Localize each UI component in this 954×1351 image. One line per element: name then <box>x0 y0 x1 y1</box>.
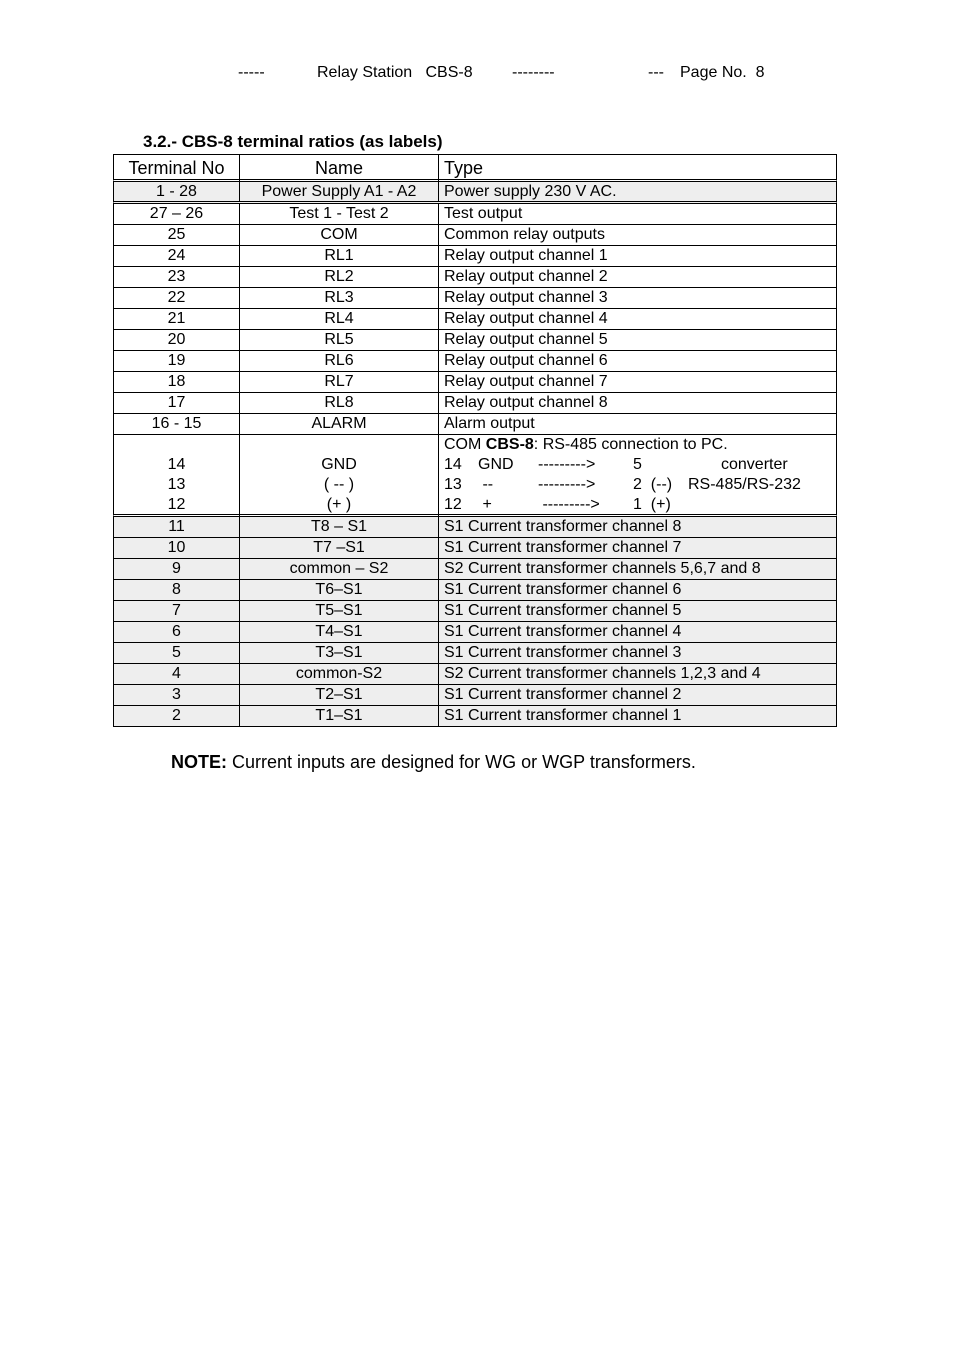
table-row <box>113 288 837 309</box>
name-cell: RL5 <box>239 330 438 350</box>
name-cell: T5–S1 <box>239 601 438 621</box>
terminal-cell: 14 <box>167 456 186 473</box>
name-cell: RL8 <box>239 393 438 413</box>
terminal-cell: 11 <box>168 518 185 535</box>
type-cell: S1 Current transformer channel 1 <box>438 706 836 726</box>
table-row <box>113 685 837 706</box>
table-row <box>113 330 837 351</box>
com-title <box>444 435 831 455</box>
type-cell: Power supply 230 V AC. <box>438 182 836 202</box>
wiring-note <box>688 495 831 515</box>
column-header-terminal: Terminal No <box>128 158 225 178</box>
table-row <box>113 393 837 414</box>
type-cell: Relay output channel 4 <box>438 309 836 329</box>
com-terminals-cell <box>114 435 239 516</box>
name-cell: ( -- ) <box>323 476 355 493</box>
wiring-pin: 2 (--) <box>633 476 673 493</box>
table-row <box>113 372 837 393</box>
table-row <box>113 182 837 204</box>
com-wiring-line <box>444 455 831 475</box>
header-page-number: Page No. 8 <box>680 64 765 81</box>
table-row <box>113 622 837 643</box>
note-text: Current inputs are designed for WG or WGP transformers. <box>227 752 696 772</box>
type-cell: S2 Current transformer channels 5,6,7 and 8 <box>438 559 836 579</box>
wiring-note: converter <box>721 456 788 473</box>
type-cell: S1 Current transformer channel 5 <box>438 601 836 621</box>
name-cell: RL6 <box>239 351 438 371</box>
type-cell: Relay output channel 7 <box>438 372 836 392</box>
terminal-cell: 16 - 15 <box>151 415 202 432</box>
wiring-terminal: 14 <box>444 456 462 473</box>
name-cell: COM <box>239 225 438 245</box>
table-row <box>113 351 837 372</box>
table-row <box>113 580 837 601</box>
wiring-signal: + <box>478 496 492 513</box>
type-cell: S1 Current transformer channel 7 <box>438 538 836 558</box>
table-row <box>113 204 837 225</box>
type-cell: S2 Current transformer channels 1,2,3 and 4 <box>438 664 836 684</box>
name-cell: T3–S1 <box>239 643 438 663</box>
terminal-cell: 20 <box>167 331 186 348</box>
table-row <box>113 517 837 538</box>
terminal-cell: 10 <box>167 539 186 556</box>
terminal-cell: 27 – 26 <box>149 205 204 222</box>
name-cell: (+ ) <box>326 496 352 513</box>
terminal-table <box>113 154 837 727</box>
type-cell: S1 Current transformer channel 3 <box>438 643 836 663</box>
terminal-cell: 9 <box>172 560 181 577</box>
type-cell: Relay output channel 1 <box>438 246 836 266</box>
terminal-cell: 1 - 28 <box>156 183 197 200</box>
terminal-cell: 21 <box>167 310 186 327</box>
terminal-cell: 5 <box>172 644 181 661</box>
name-cell: T8 – S1 <box>239 517 438 537</box>
table-row <box>113 601 837 622</box>
com-wiring-line <box>444 475 831 495</box>
table-row <box>113 643 837 664</box>
type-cell: S1 Current transformer channel 6 <box>438 580 836 600</box>
table-row <box>113 246 837 267</box>
com-type-cell <box>438 435 836 516</box>
terminal-cell: 8 <box>172 581 181 598</box>
name-cell: GND <box>321 456 357 473</box>
type-cell: Relay output channel 2 <box>438 267 836 287</box>
com-title-prefix: COM <box>444 436 486 453</box>
com-wiring-line <box>444 495 831 515</box>
table-row <box>113 225 837 246</box>
note <box>171 752 696 773</box>
table-row <box>113 267 837 288</box>
type-cell: S1 Current transformer channel 4 <box>438 622 836 642</box>
wiring-terminal: 12 <box>444 496 462 513</box>
name-cell: RL2 <box>239 267 438 287</box>
name-cell: T4–S1 <box>239 622 438 642</box>
wiring-arrow: ---------> <box>538 456 596 473</box>
header-dashes-right: --- <box>648 64 664 81</box>
table-header-row <box>113 154 837 182</box>
wiring-signal: GND <box>478 456 514 473</box>
section-title: 3.2.- CBS-8 terminal ratios (as labels) <box>143 132 443 151</box>
com-names-cell <box>239 435 438 516</box>
name-cell: RL7 <box>239 372 438 392</box>
type-cell: Relay output channel 3 <box>438 288 836 308</box>
table-row <box>113 309 837 330</box>
note-label: NOTE: <box>171 752 227 772</box>
terminal-cell: 4 <box>172 665 181 682</box>
current-transformer-rows <box>113 517 837 727</box>
wiring-terminal: 13 <box>444 476 462 493</box>
name-cell: Power Supply A1 - A2 <box>239 182 438 202</box>
table-row <box>113 706 837 727</box>
com-row <box>113 435 837 517</box>
terminal-cell: 25 <box>167 226 186 243</box>
column-header-type: Type <box>438 155 836 181</box>
table-row <box>113 538 837 559</box>
table-row <box>113 664 837 685</box>
terminal-cell: 12 <box>167 496 186 513</box>
table-row <box>113 559 837 580</box>
name-cell: ALARM <box>239 414 438 434</box>
type-cell: Relay output channel 8 <box>438 393 836 413</box>
type-cell: Common relay outputs <box>438 225 836 245</box>
type-cell: S1 Current transformer channel 8 <box>438 517 836 537</box>
type-cell: S1 Current transformer channel 2 <box>438 685 836 705</box>
wiring-arrow: ---------> <box>538 476 596 493</box>
terminal-cell: 22 <box>167 289 186 306</box>
header-dashes-left: ----- <box>238 64 265 81</box>
wiring-arrow: ---------> <box>538 496 600 513</box>
name-cell: T6–S1 <box>239 580 438 600</box>
type-cell: Test output <box>438 204 836 224</box>
relay-rows <box>113 204 837 435</box>
terminal-cell: 19 <box>167 352 186 369</box>
terminal-cell: 18 <box>167 373 186 390</box>
com-title-suffix: : RS-485 connection to PC. <box>533 436 728 453</box>
wiring-pin: 5 <box>633 456 642 473</box>
terminal-cell: 23 <box>167 268 186 285</box>
terminal-cell: 3 <box>172 686 181 703</box>
name-cell: T2–S1 <box>239 685 438 705</box>
table-row <box>113 414 837 435</box>
type-cell: Relay output channel 5 <box>438 330 836 350</box>
header-dashes-mid: -------- <box>512 64 555 81</box>
header-title: Relay Station CBS-8 <box>317 64 473 81</box>
name-cell: common – S2 <box>239 559 438 579</box>
wiring-pin: 1 (+) <box>633 496 671 513</box>
terminal-cell: 17 <box>167 394 186 411</box>
name-cell: RL4 <box>239 309 438 329</box>
name-cell: T1–S1 <box>239 706 438 726</box>
terminal-cell: 13 <box>167 476 186 493</box>
terminal-cell: 24 <box>167 247 186 264</box>
terminal-cell: 6 <box>172 623 181 640</box>
column-header-name: Name <box>239 155 438 181</box>
wiring-note: RS-485/RS-232 <box>688 476 801 493</box>
name-cell: common-S2 <box>239 664 438 684</box>
type-cell: Alarm output <box>438 414 836 434</box>
name-cell: RL3 <box>239 288 438 308</box>
name-cell: T7 –S1 <box>239 538 438 558</box>
com-title-device: CBS-8 <box>485 436 534 453</box>
terminal-cell: 2 <box>172 707 181 724</box>
wiring-signal: -- <box>478 476 494 493</box>
name-cell: Test 1 - Test 2 <box>239 204 438 224</box>
name-cell: RL1 <box>239 246 438 266</box>
terminal-cell: 7 <box>172 602 181 619</box>
type-cell: Relay output channel 6 <box>438 351 836 371</box>
